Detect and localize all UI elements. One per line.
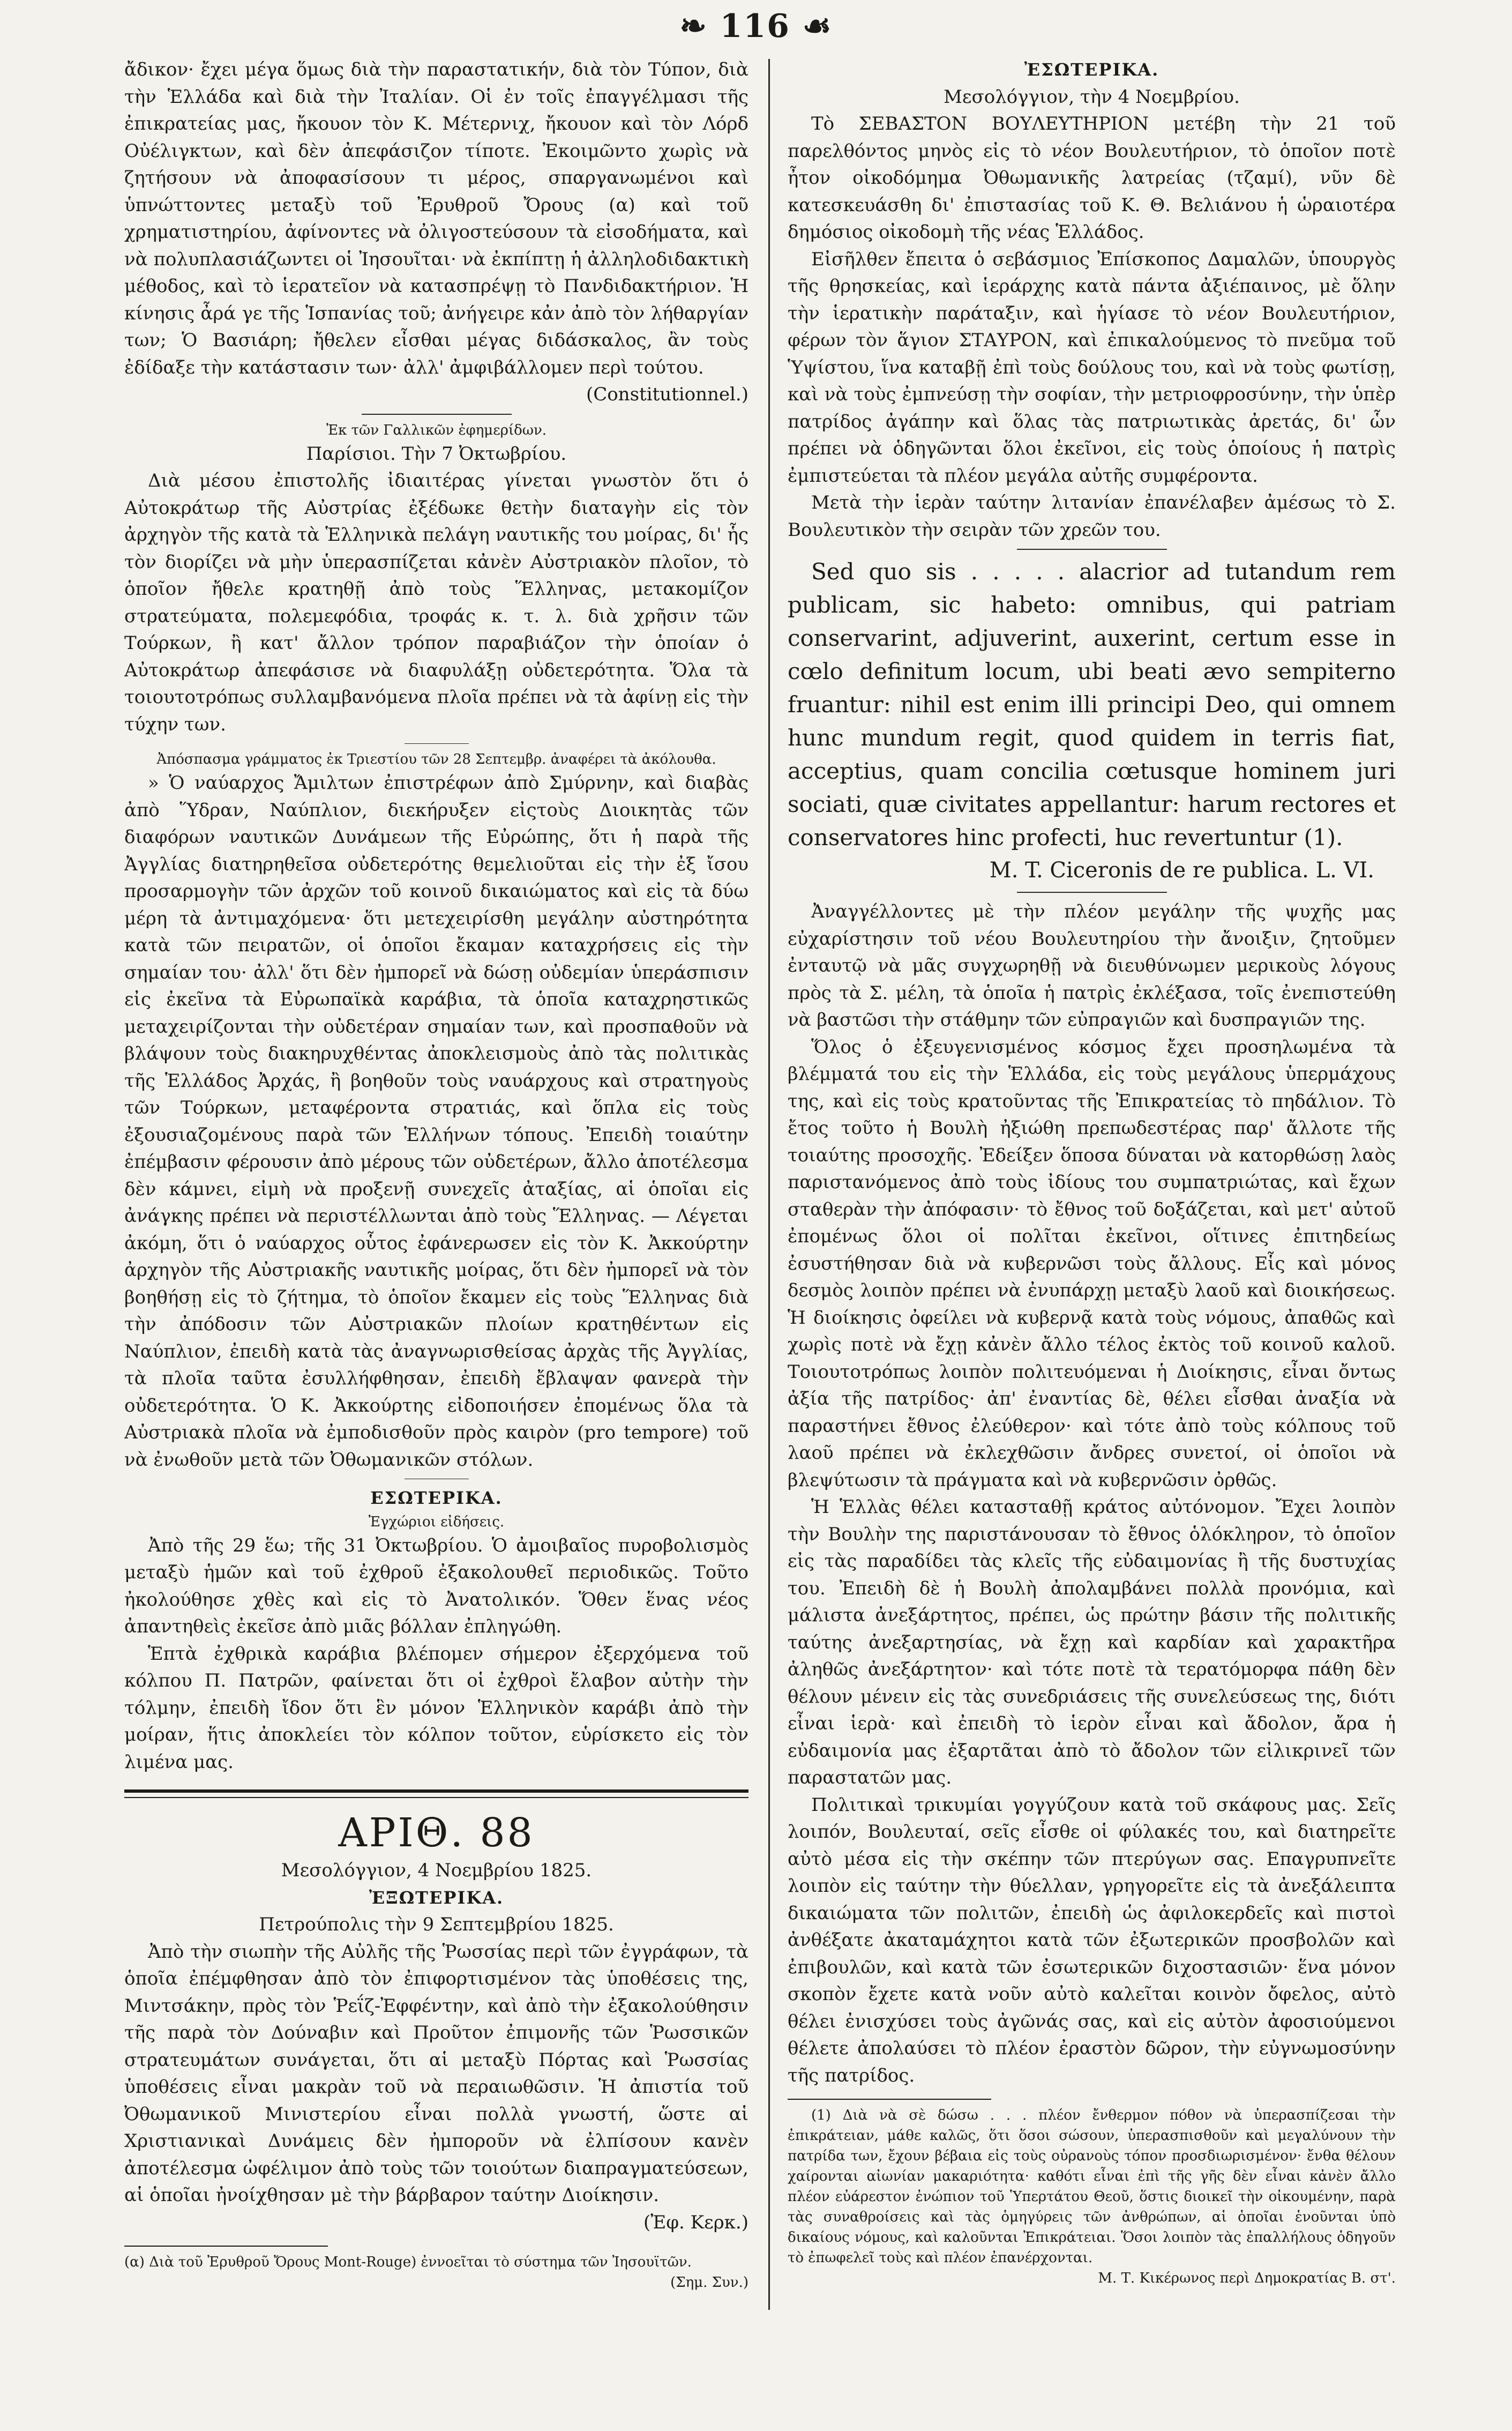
dateline: Παρίσιοι. Τὴν 7 Ὀκτωβρίου.	[306, 443, 567, 465]
footnote-rule	[124, 2246, 328, 2247]
subheading: Ἐγχώριοι εἰδήσεις.	[368, 1513, 505, 1530]
right-column	[788, 56, 1396, 2377]
section-heading: ἘΣΩΤΕΡΙΚΑ.	[1024, 59, 1159, 80]
article-paragraph: Ἡ Ἑλλὰς θέλει κατασταθῇ κράτος αὐτόνομον. Ἔχει λοιπὸν τὴν Βουλὴν της παριστάνουσαν τὸ ἔθνος ὁλόκληρον, τὸ ὁποῖον εἰς τὰς παραδίδει τὰς κλεῖς τῆς εὐδαιμονίας ἢ τῆς δυστυχίας του. Ἐπειδὴ δὲ ἡ Βουλὴ ἀπολαμβάνει πολλὰ προνόμια, καὶ μάλιστα ἀνεξάρτητος, πρέπει, ὡς πρώτην βάσιν τῆς πολιτικῆς ταύτης ἀνεξαρτησίας, νὰ ἔχῃ καὶ καρδίαν καὶ χαρακτῆρα ἀληθῶς ἀνεξάρτητον· καὶ τότε ποτὲ τὰ τερατόμορφα πάθη δὲν θέλουν μένειν εἰς τὰς συνεδριάσεις τῆς συνελεύσεως της, διότι εἶναι ἱερὰ· καὶ ἐπειδὴ τὸ ἱερὸν εἶναι καὶ ἄδολον, ἄρα ἡ εὐδαιμονία μας ἐξαρτᾶται ἀπὸ τὸ ἄδολον τῶν εἰλικρινεῖ τῶν παραστατῶν μας.	[788, 1496, 1396, 1788]
article-paragraph: Ἀπὸ τὴν σιωπὴν τῆς Αὐλῆς τῆς Ῥωσσίας περὶ τῶν ἐγγράφων, τὰ ὁποῖα ἐπέμφθησαν ἀπὸ τὸν ἐπιφορτισμένον τὰς ὑποθέσεις της, Μιντσάκην, πρὸς τὸν Ῥεΐζ-Ἐφφέντην, καὶ ἀπὸ τὴν ἐξακολούθησιν τῆς παρὰ τὸν Δούναβιν καὶ Προῦτον ἐπιμονῆς τῶν Ῥωσσικῶν στρατευμάτων συνάγεται, ὅτι αἱ μεταξὺ Πόρτας καὶ Ῥωσσίας ὑποθέσεις εἶναι μακρὰν τοῦ νὰ περαιωθῶσιν. Ἡ ἀπιστία τοῦ Ὀθωμανικοῦ Μινιστερίου εἶναι πολλὰ γνωστή, ὥστε αἱ Χριστιανικαὶ Δυνάμεις δὲν ἠμποροῦν νὰ ἐλπίσουν κανὲν ἀποτέλεσμα ὠφέλιμον ἀπὸ τοὺς τῶν τοιούτων διαπραγματεύσεων, αἱ ὁποῖαι ἠνοίχθησαν μὲ τὴν βάρβαρον ταύτην Διοίκησιν.	[124, 1941, 748, 2206]
article-paragraph: Τὸ ΣΕΒΑΣΤΟΝ ΒΟΥΛΕΥΤΗΡΙΟΝ μετέβη τὴν 21 τοῦ παρελθόντος μηνὸς εἰς τὸ νέον Βουλευτήριον, τὸ ὁποῖον ποτὲ ἦτον οἰκοδόμημα Ὀθωμανικῆς λατρείας (τζαμί), νῦν δὲ κατεσκευάσθη δι' ἐπιστασίας τοῦ Κ. Θ. Βελιάνου ἡ ὡραιοτέρα δημόσιος οἰκοδομὴ τῆς νέας Ἑλλάδος.	[788, 113, 1396, 243]
issue-rule-thin	[124, 1797, 748, 1798]
issue-rule	[124, 1789, 748, 1793]
dateline: Πετρούπολις τὴν 9 Σεπτεμβρίου 1825.	[259, 1914, 614, 1935]
dateline: Μεσολόγγιον, τὴν 4 Νοεμβρίου.	[944, 86, 1240, 108]
footnote-source: (Σημ. Συν.)	[670, 2275, 748, 2291]
section-heading: ΕΣΩΤΕΡΙΚΑ.	[370, 1488, 503, 1508]
article-paragraph: Εἰσῆλθεν ἔπειτα ὁ σεβάσμιος Ἐπίσκοπος Δαμαλῶν, ὑπουργὸς τῆς θρησκείας, καὶ ἱεράρχης κατὰ πάντα ἀξιέπαινος, μὲ ὅλην τὴν ἱερατικὴν παράταξιν, καὶ ἡγίασε τὸ νέον Βουλευτήριον, φέρων τὸν ἅγιον ΣΤΑΥΡΟΝ, καὶ ἐπικαλούμενος τὸ πνεῦμα τοῦ Ὑψίστου, ἵνα καταβῇ ἐπὶ τοὺς δούλους του, καὶ νὰ τοὺς φωτίσῃ, καὶ νὰ τοὺς ἐμπνεύσῃ τὴν σοφίαν, τὴν μετριοφροσύνην, τὴν ὑπὲρ πατρίδος ἀγάπην καὶ ὅλας τὰς πατριωτικὰς ἀρετάς, δι' ὧν πρέπει νὰ ὁδηγῶνται ὅλοι ἐκεῖνοι, εἰς τοὺς ὁποίους ἡ πατρὶς ἐμπιστεύεται τὰ πλέον μεγάλα αὐτῆς συμφέροντα.	[788, 248, 1396, 487]
article-paragraph: Ἀναγγέλλοντες μὲ τὴν πλέον μεγάλην τῆς ψυχῆς μας εὐχαρίστησιν τοῦ νέου Βουλευτηρίου τὴν ἄνοιξιν, ζητοῦμεν ἐνταυτῷ νὰ μᾶς συγχωρηθῇ νὰ διευθύνωμεν μερικοὺς λόγους πρὸς τὰ Σ. μέλη, τὰ ὁποῖα ἡ πατρὶς ἐκλέξασα, τοῖς ἐνεπιστεύθη νὰ βαστῶσι τὴν στάθμην τῶν εὐπραγιῶν καὶ δυσπραγιῶν της.	[788, 901, 1396, 1031]
footnote: (α) Διὰ τοῦ Ἐρυθροῦ Ὄρους Mont-Rouge) ἐννοεῖται τὸ σύστημα τῶν Ἰησουϊτῶν.	[124, 2254, 692, 2270]
section-heading: ἘΞΩΤΕΡΙΚΑ.	[369, 1887, 504, 1908]
latin-quote: Sed quo sis . . . . . alacrior ad tutandum rem publicam, sic habeto: omnibus, qui patriam conservarint, adjuverint, auxerint, certum esse in cœlo definitum locum, ubi beati ævo sempiterno fruantur: nihil est enim illi principi Deo, qui omnem hunc mundum regit, quod quidem in terris fiat, acceptius, quam concilia cœtusque hominem juri sociati, quæ civitates appellantur: harum rectores et conservatores hinc profecti, huc revertuntur (1).	[788, 558, 1396, 851]
footnote-rule	[788, 2099, 991, 2100]
article-paragraph: » Ὁ ναύαρχος Ἄμιλτων ἐπιστρέφων ἀπὸ Σμύρνην, καὶ διαβὰς ἀπὸ Ὕδραν, Ναύπλιον, διεκήρυξεν εἰςτοὺς Διοικητὰς τῶν διαφόρων ναυτικῶν Δυνάμεων τῆς Εὐρώπης, ὅτι ἡ παρὰ τῆς Ἀγγλίας διατηρηθεῖσα οὐδετερότης θεμελιοῦται εἰς τὴν ἐξ ἴσου προσαρμογὴν τῶν ἀρχῶν τοῦ κοινοῦ δικαιώματος καὶ εἰς τὰ δύω μέρη τὰ ἀντιμαχόμενα· ὅτι μετεχειρίσθη μεγάλην αὐστηρότητα κατὰ τῶν πειρατῶν, οἱ ὁποῖοι ἔκαμαν καταχρήσεις εἰς τὴν σημαίαν του· ἀλλ' ὅτι δὲν ἠμπορεῖ νὰ δώσῃ οὐδεμίαν ὑπεράσπισιν εἰς ἐκεῖνα τὰ Εὐρωπαϊκὰ καράβια, τὰ ὁποῖα καταχρηστικῶς μεταχειρίζονται τὴν οὐδετέραν σημαίαν των, καὶ προσπαθοῦν νὰ βλάψουν τοὺς διακηρυχθέντας ἀποκλεισμοὺς ἀπὸ τὰς πολιτικὰς τῆς Ἑλλάδος Ἀρχάς, ἢ βοηθοῦν τοὺς ναυάρχους καὶ στρατηγοὺς τῶν Τούρκων, μεταφέροντα στρατιάς, καὶ ὅπλα εἰς τοὺς ἐξουσιαζομένους παρὰ τῶν Ἑλλήνων τόπους. Ἐπειδὴ τοιαύτην ἐπέμβασιν φέρουσιν ἀπὸ μέρους τῶν οὐδετέρων, ἄλλο ἀποτέλεσμα δὲν κάμνει, εἰμὴ νὰ προξενῇ συνεχεῖς ἀταξίας, αἱ ὁποῖαι εἰς ἀνάγκης πρέπει νὰ περιστέλλωνται ἀπὸ τοὺς Ἕλληνας. — Λέγεται ἀκόμη, ὅτι ὁ ναύαρχος οὗτος ἐφάνερωσεν εἰς τὸν Κ. Ἀκκούρτην ἀρχηγὸν τῆς Αὐστριακῆς ναυτικῆς μοίρας, ὅτι δὲν ἠμπορεῖ νὰ τὸν βοηθήσῃ εἰς τὸ ζήτημα, τὸ ὁποῖον ἔκαμεν εἰς τοὺς Ἕλληνας διὰ τὴν ἀπόδοσιν τῶν Αὐστριακῶν πλοίων κρατηθέντων εἰς Ναύπλιον, ἐπειδὴ κατὰ τὰς ἀναγνωρισθείσας ἀρχὰς τῆς Ἀγγλίας, τὰ πλοῖα ταῦτα ἐσυλλήφθησαν, ἐπειδὴ ἔβλαψαν φανερὰ τὴν οὐδετερότητα. Ὁ Κ. Ἀκκούρτης εἰδοποιήσεν ἐπομένως ὅλα τὰ Αὐστριακὰ πλοῖα νὰ ἐμποδισθοῦν πρὸς καιρὸν (pro tempore) τοῦ νὰ ἐνωθοῦν μετὰ τῶν Ὀθωμανικῶν στόλων.	[124, 772, 748, 1471]
left-column	[124, 56, 748, 2377]
footnote-signature: Μ. Τ. Κικέρωνος περὶ Δημοκρατίας Β. στ'.	[1098, 2270, 1396, 2286]
issue-dateline: Μεσολόγγιον, 4 Νοεμβρίου 1825.	[281, 1860, 592, 1881]
separator	[1017, 892, 1167, 893]
subheading: Ἐκ τῶν Γαλλικῶν ἐφημερίδων.	[326, 422, 547, 438]
article-paragraph: Ἑπτὰ ἐχθρικὰ καράβια βλέπομεν σήμερον ἐξερχόμενα τοῦ κόλπου Π. Πατρῶν, φαίνεται ὅτι οἱ ἐχθροὶ ἔλαβον αὐτὴν τὴν τόλμην, ἐπειδὴ ἴδον ὅτι ἓν μόνον Ἑλληνικὸν καράβι ἀπὸ τὴν μοίραν, ἥτις ἀποκλείει τὸν κόλπον τοῦτον, εὑρίσκετο εἰς τὸν λιμένα μας.	[124, 1643, 748, 1773]
article-paragraph: Μετὰ τὴν ἱερὰν ταύτην λιτανίαν ἐπανέλαβεν ἀμέσως τὸ Σ. Βουλευτικὸν τὴν σειρὰν τῶν χρεῶν του.	[788, 492, 1396, 541]
ornament-left-icon: ❧	[679, 8, 720, 45]
article-source: (Constitutionnel.)	[586, 384, 748, 405]
ornament-right-icon: ☙	[790, 8, 833, 45]
separator	[405, 743, 469, 744]
issue-heading: ΑΡΙΘ. 88	[338, 1810, 535, 1856]
article-paragraph: ἄδικον· ἔχει μέγα ὅμως διὰ τὴν παραστατικήν, διὰ τὸν Τύπον, διὰ τὴν Ἑλλάδα καὶ διὰ τὴν Ἰταλίαν. Οἱ ἐν τοῖς ἐπαγγέλμασι τῆς ἐπικρατείας μας, ἤκουον τὸν Κ. Μέτερνιχ, ἤκουον καὶ τὸν Λόρδ Οὐέλιγκτων, καὶ δὲν ἀπεφάσιζον τίποτε. Ἐκοιμῶντο χωρὶς νὰ ζητήσουν νὰ ἀποφασίσουν τι μέρος, σπαργανωμένοι καὶ ὑπνώττοντες μεταξὺ τοῦ Ἐρυθροῦ Ὄρους (α) καὶ τοῦ χρηματιστηρίου, ἀφίνοντες νὰ ὀλιγοστεύσουν τὰ εἰσοδήματα, καὶ νὰ πολυπλασιάζωντει οἱ Ἰησουῖται· νὰ ἐκπίπτῃ ἡ ἀλληλοδιδακτικὴ μέθοδος, καὶ τὸ ἱερατεῖον νὰ κατασπρέψῃ τὸ Πανδιδακτήριον. Ἡ κίνησις ἆρά γε τῆς Ἱσπανίας τοῦ; ἀνήγειρε κἀν ἀπὸ τὸν λήθαργίαν των; Ὁ Βασιάρη; ἤθελεν εἶσθαι μέγας διδάσκαλος, ἂν τοὺς ἐδίδαξε τὴν κατάστασιν των· ἀλλ' ἀμφιβάλλομεν περὶ τούτου.	[124, 59, 748, 378]
column-divider	[768, 59, 770, 2310]
article-paragraph: Πολιτικαὶ τρικυμίαι γογγύζουν κατὰ τοῦ σκάφους μας. Σεῖς λοιπόν, Βουλευταί, σεῖς εἶσθε οἱ φύλακές του, καὶ διατηρεῖτε αὐτὸ μέσα εἰς τὴν σκέπην τῶν πτερύγων σας. Επαγρυπνεῖτε λοιπὸν εἰς ταύτην τὴν θύελλαν, γρηγορεῖτε εἰς τὰ ἀνεξάλειπτα δικαιώματα τῶν πολιτῶν, ἐπειδὴ ὡς ἀφιλοκερδεῖς καὶ πιστοὶ ἀνθέξατε ἀκαταμάχητοι κατὰ τῶν ἐξωτερικῶν προσβολῶν καὶ ἐπιβουλῶν, καὶ κατὰ τῶν ἐσωτερικῶν διχοστασιῶν· ἕνα μόνον σκοπὸν ἔχετε κατὰ νοῦν αὐτὸ καλεῖται κοινὸν ὄφελος, αὐτὸ θέλει ἐνισχύσει τοὺς ἀγῶνάς σας, καὶ εἰς αὐτὸν ἀφοσιούμενοι θέλετε ἀπολαύσει τὸ πλέον ἐραστὸν δῶρον, τὴν εὐγνωμοσύνην τῆς πατρίδος.	[788, 1794, 1396, 2086]
footnote: (1) Διὰ νὰ σὲ δώσω . . . πλέον ἔνθερμον πόθον νὰ ὑπερασπίζεσαι τὴν ἐπικράτειαν, μάθε καλῶς, ὅτι ὅσοι σώσουν, ὑπερασπισθοῦν καὶ μεγαλύνουν τὴν πατρίδα των, ἔχουν βέβαια εἰς τοὺς οὐρανοὺς τόπον προσδιωρισμένον· ἔνθα θέλουν χαίρονται αἰωνίαν μακαριότητα· καθότι εἶναι ἐπὶ τῆς γῆς δὲν εἶναι κἀνὲν ἄλλο πλέον εὐάρεστον ἐνώπιον τοῦ Ὑπερτάτου Θεοῦ, ὅστις διοικεῖ τὴν οἰκουμένην, παρὰ τὰς συναθροίσεις καὶ τὰς ὁμηγύρεις τῶν ἀνθρώπων, αἱ ὁποῖαι ἑνοῦνται ὑπὸ δικαίους νόμους, καὶ καλοῦνται Ἐπικράτειαι. Ὅσοι λοιπὸν τὰς ἐπαλλήλους ὁδηγοῦν τὸ ἐπωφελεῖ τοὺς καὶ πλέον ἐπανέρχονται.	[788, 2107, 1396, 2266]
article-source: (Ἐφ. Κερκ.)	[643, 2211, 748, 2233]
article-paragraph: Ὅλος ὁ ἐξευγενισμένος κόσμος ἔχει προσηλωμένα τὰ βλέμματά του εἰς τὴν Ἑλλάδα, εἰς τοὺς μεγάλους ὑπερμάχους της, καὶ εἰς τοὺς κρατοῦντας τῆς Ἐπικρατείας τὸ πηδάλιον. Τὸ ἔτος τοῦτο ἡ Βουλὴ ἠξιώθη πρεπωδεστέρας παρ' ἄλλοτε τῆς τοιαύτης προσοχῆς. Ἐδείξεν ὅποσα δύναται νὰ κατορθώσῃ λαὸς παριστανόμενος ἀπὸ τοὺς ἰδίους του συμπατριώτας, καὶ ἔχων σταθερὰν τὴν ἀπόφασιν· τὸ ἔθνος τοῦ δοξάζεται, καὶ μετ' αὐτοῦ ἐπομένως ὅλοι οἱ πολῖται ἐκεῖνοι, οἵτινες ἐπιτηδείως ἐσυστήθησαν διὰ νὰ κυβερνῶσι τοὺς ἄλλους. Εἷς καὶ μόνος δεσμὸς λοιπὸν πρέπει νὰ ἐνυπάρχῃ μεταξὺ λαοῦ καὶ διοικήσεως. Ἡ διοίκησις ὀφείλει νὰ κυβερνᾷ κατὰ τοὺς νόμους, ἀπαθῶς καὶ χωρὶς ποτὲ νὰ ἔχῃ κἀνὲν ἄλλο τέλος ἐκτὸς τοῦ κοινοῦ καλοῦ. Τοιουτοτρόπως λοιπὸν πολιτευόμεναι ἡ Διοίκησις, εἶναι ὄντως ἀξία τῆς πατρίδος· ἀπ' ἐναντίας δὲ, θέλει εἶσθαι ἀναξία νὰ παραστήνει ἔθνος ἐλεύθερον· καὶ τότε ἀπὸ τοὺς κόλπους τοῦ λαοῦ πρέπει νὰ ἐκλεχθῶσιν ἄνδρες συνετοί, οἱ ὁποῖοι νὰ βλεψύτωσιν τὰ πράγματα καὶ νὰ κυβερνῶσιν ὀρθῶς.	[788, 1036, 1396, 1491]
separator	[1017, 549, 1167, 550]
quote-signature: M. T. Ciceronis de re publica. L. VI.	[989, 858, 1374, 883]
article-paragraph: Ἀπὸ τῆς 29 ἕω; τῆς 31 Ὀκτωβρίου. Ὁ ἀμοιβαῖος πυροβολισμὸς μεταξὺ ἡμῶν καὶ τοῦ ἐχθροῦ ἐξακολουθεῖ περιοδικῶς. Τοῦτο ἠκολούθησε χθὲς καὶ εἰς τὸ Ἀνατολικόν. Ὅθεν ἕνας νέος ἀπαντηθεὶς ἐκεῖσε ἀπὸ μιᾶς βόλλαν ἐπληγώθη.	[124, 1534, 748, 1637]
article-paragraph: Διὰ μέσου ἐπιστολῆς ἰδιαιτέρας γίνεται γνωστὸν ὅτι ὁ Αὐτοκράτωρ τῆς Αὐστρίας ἐξέδωκε θετὴν διαταγὴν εἰς τὸν ἀρχηγὸν τῆς κατὰ τὰ Ἑλληνικὰ πελάγη ναυτικῆς του μοίρας, δι' ἧς τὸν διορίζει νὰ μὴν ὑπερασπίζεται κἀνὲν Αὐστριακὸν πλοῖον, τὸ ὁποῖον ἤθελε κρατηθῇ ἀπὸ τοὺς Ἕλληνας, μετακομίζον στρατεύματα, πολεμεφόδια, τροφάς κ. τ. λ. διὰ χρῆσιν τῶν Τούρκων, ἢ κατ' ἄλλον τρόπον παραβιάζον τὴν ὁποίαν ὁ Αὐτοκράτωρ ἀπεφάσισε νὰ διαφυλάξῃ οὐδετερότητα. Ὅλα τὰ τοιουτοτρόπως συλλαμβανόμενα πλοῖα πρέπει νὰ τὰ ἀφίνῃ εἰς τὴν τύχην των.	[124, 470, 748, 735]
page-number: ❧ 116 ☙	[679, 8, 833, 45]
subheading: Ἀπόσπασμα γράμματος ἐκ Τριεστίου τῶν 28 Σεπτεμβρ. ἀναφέρει τὰ ἀκόλουθα.	[156, 751, 716, 767]
separator	[362, 414, 512, 415]
